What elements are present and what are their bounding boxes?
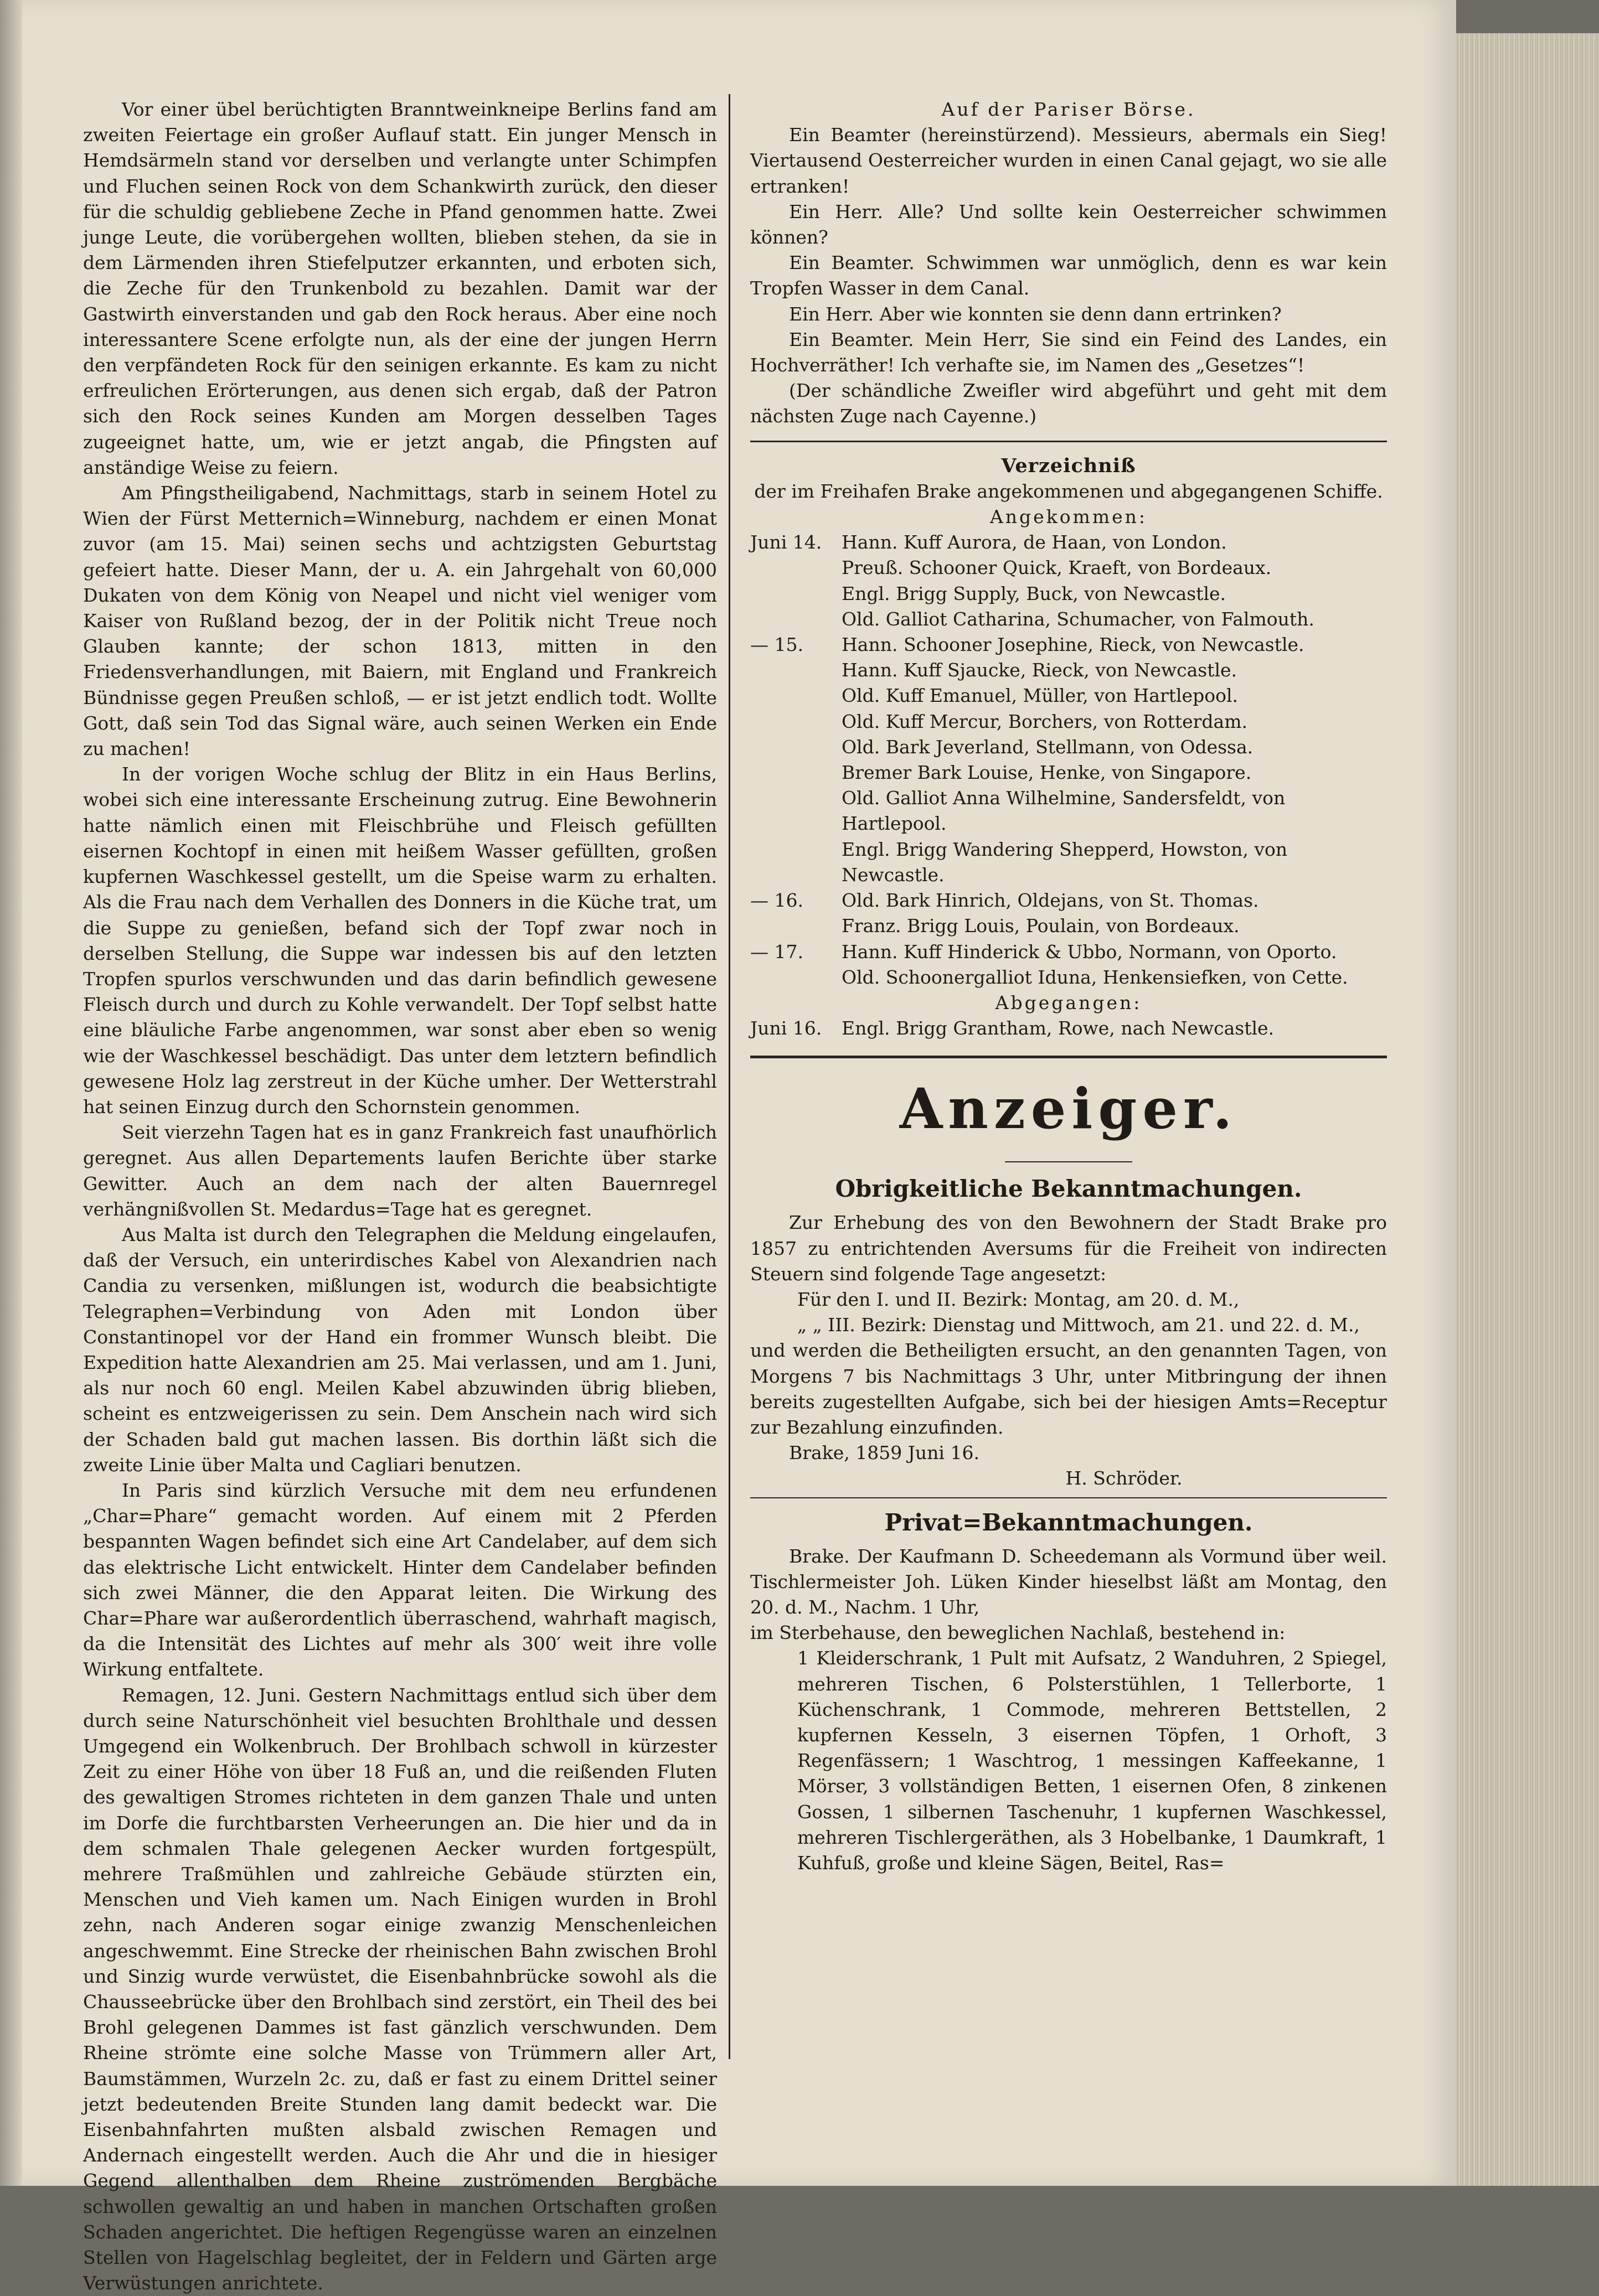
- angekommen-label: Angekommen:: [989, 506, 1148, 528]
- ship-date: [750, 760, 842, 785]
- ship-text: Engl. Brigg Supply, Buck, von Newcastle.: [842, 582, 1226, 604]
- obrig-line: „ „ III. Bezirk: Dienstag und Mittwoch, am 21. und 22. d. M.,: [797, 1314, 1360, 1336]
- privat-line: im Sterbehause, den beweglichen Nachlaß, bestehend in:: [750, 1622, 1286, 1644]
- section-rule: [750, 1497, 1387, 1498]
- privat-title: Privat=Bekanntmachungen.: [884, 1508, 1253, 1536]
- ship-entry: [750, 837, 1387, 888]
- ship-entry: [750, 939, 1387, 965]
- ship-entry: [750, 888, 1387, 913]
- news-metternich: Am Pfingstheiligabend, Nachmittags, starb in seinem Hotel zu Wien der Fürst Metternich=Winneburg, nachdem er einen Monat zuvor (am 15. Mai) seinen sechs und achtzigsten Geburtstag gefeiert hatte. Dieser Mann, der u. A. ein Jahrgehalt von 60,000 Dukaten von dem König von Neapel und nicht viel weniger vom Kaiser von Rußland bezog, der in der Politik nicht Treue noch Glauben kannte; der schon 1813, mitten in den Friedensverhandlungen, mit Baiern, mit England und Frankreich Bündnisse gegen Preußen schloß, — er ist jetzt endlich todt. Wollte Gott, daß sein Tod das Signal wäre, auch seinen Werken ein Ende zu machen!: [83, 482, 717, 760]
- ship-text: Bremer Bark Louise, Henke, von Singapore.: [842, 762, 1252, 784]
- ship-date: Juni 14.: [750, 531, 822, 554]
- ship-entry: [750, 913, 1387, 939]
- borse-line: Ein Beamter (hereinstürzend). Messieurs, abermals ein Sieg! Viertausend Oesterreicher wurden in einen Canal gejagt, wo sie alle ertranken!: [750, 124, 1387, 197]
- ship-text: Engl. Brigg Grantham, Rowe, nach Newcastle.: [842, 1017, 1275, 1040]
- ship-date: [750, 607, 842, 632]
- ship-entry: [750, 735, 1387, 760]
- left-column: [83, 97, 717, 2296]
- borse-line: Ein Beamter. Schwimmen war unmöglich, denn es war kein Tropfen Wasser in dem Canal.: [750, 252, 1387, 299]
- news-berlin-tavern: Vor einer übel berüchtigten Branntweinkneipe Berlins fand am zweiten Feiertage ein großer Auflauf statt. Ein junger Mensch in Hemdsärmeln stand vor derselben und verlangte unter Schimpfen und Fluchen seinen Rock von dem Schankwirth zurück, den dieser für die schuldig gebliebene Zeche in Pfand genommen hatte. Zwei junge Leute, die vorübergehen wollten, blieben stehen, da sie in dem Lärmenden ihren Stiefelputzer erkannten, und erboten sich, die Zeche für den Trunkenbold zu bezahlen. Damit war der Gastwirth einverstanden und gab den Rock heraus. Aber eine noch interessantere Scene erfolgte nun, als der eine der jungen Herrn den verpfändeten Rock für den seinigen erkannte. Es kam zu nicht erfreulichen Erörterungen, aus denen sich ergab, daß der Patron sich den Rock seines Kunden am Morgen desselben Tages zugeeignet hatte, um, wie er jetzt angab, die Pfingsten auf anständige Weise zu feiern.: [83, 99, 717, 478]
- obrig-signature: H. Schröder.: [1065, 1467, 1183, 1490]
- ship-date: [750, 683, 842, 709]
- ship-date: [750, 913, 842, 939]
- ship-text: Old. Bark Hinrich, Oldejans, von St. Thomas.: [842, 890, 1259, 912]
- ship-text: Old. Galliot Anna Wilhelmine, Sandersfeldt, von Hartlepool.: [842, 787, 1286, 835]
- news-paris-charphare: In Paris sind kürzlich Versuche mit dem neu erfundenen „Char=Phare“ gemacht worden. Auf einem mit 2 Pferden bespannten Wagen befindet sich eine Art Candelaber, auf dem sich das elektrische Licht entwickelt. Hinter dem Candelaber befinden sich zwei Männer, die den Apparat leiten. Die Wirkung des Char=Phare war außerordentlich überraschend, wahrhaft magisch, da die Intensität des Lichtes auf mehr als 300′ weit ihre volle Wirkung entfaltete.: [83, 1479, 717, 1680]
- borse-line: (Der schändliche Zweifler wird abgeführt und geht mit dem nächsten Zuge nach Cayenne.): [750, 380, 1387, 427]
- obrigkeitliche-title: Obrigkeitliche Bekanntmachungen.: [835, 1175, 1302, 1203]
- borse-line: Ein Herr. Alle? Und sollte kein Oesterreicher schwimmen können?: [750, 200, 1387, 249]
- ship-date: [750, 709, 842, 735]
- ship-entry: [750, 683, 1387, 709]
- borse-title: Auf der Pariser Börse.: [941, 99, 1196, 120]
- right-column: [750, 97, 1387, 1876]
- ship-text: Hann. Kuff Hinderick & Ubbo, Normann, von Oporto.: [842, 940, 1337, 963]
- ship-text: Old. Galliot Catharina, Schumacher, von Falmouth.: [842, 608, 1314, 630]
- ship-entry: [750, 530, 1387, 555]
- privat-intro: Brake. Der Kaufmann D. Scheedemann als Vormund über weil. Tischlermeister Joh. Lüken Kinder hieselbst läßt am Montag, den 20. d. M., Nachm. 1 Uhr,: [750, 1545, 1387, 1618]
- ship-text: Hann. Kuff Sjaucke, Rieck, von Newcastle.: [842, 659, 1237, 681]
- news-malta-cable: Aus Malta ist durch den Telegraphen die Meldung eingelaufen, daß der Versuch, ein unterirdisches Kabel von Alexandrien nach Candia zu versenken, mißlungen ist, wodurch die beabsichtigte Telegraphen=Verbindung von Aden mit London über Constantinopel vor der Hand ein frommer Wunsch bleibt. Die Expedition hatte Alexandrien am 25. Mai verlassen, und am 1. Juni, als nur noch 60 engl. Meilen Kabel abzuwinden übrig blieben, scheint es entzweigerissen zu sein. Dem Anschein nach wird sich der Schaden bald gut machen lassen. Bis dorthin läßt sich die zweite Linie über Malta und Cagliari benutzen.: [83, 1223, 717, 1476]
- departed-entry: [750, 1016, 1387, 1041]
- ship-list: [750, 530, 1387, 990]
- ship-date: [750, 785, 842, 836]
- news-remagen-flood: Remagen, 12. Juni. Gestern Nachmittags entlud sich über dem durch seine Naturschönheit viel besuchten Brohlthale und dessen Umgegend ein Wolkenbruch. Der Brohlbach schwoll in kürzester Zeit zu einer Höhe von über 18 Fuß an, und die reißenden Fluten des gewaltigen Stromes richteten in dem ganzen Thale und unten im Dorfe die furchtbarsten Verheerungen an. Die hier und da in dem schmalen Thale gelegenen Aecker wurden fortgespült, mehrere Traßmühlen und zahlreiche Gebäude stürzten ein, Menschen und Vieh kamen um. Nach Einigen wurden in Brohl zehn, nach Anderen sogar einige zwanzig Menschenleichen angeschwemmt. Eine Strecke der rheinischen Bahn zwischen Brohl und Sinzig wurde verwüstet, die Eisenbahnbrücke sowohl als die Chausseebrücke über den Brohlbach sind zerstört, ein Theil des bei Brohl gelegenen Dammes ist fast gänzlich verschwunden. Dem Rheine strömte eine solche Masse von Trümmern aller Art, Baumstämmen, Wurzeln 2c. zu, daß er fast zu einem Drittel seiner jetzt bedeutenden Breite Stunden lang damit bedeckt war. Die Eisenbahnfahrten mußten alsbald zwischen Remagen und Andernach eingestellt werden. Auch die Ahr und die in hiesiger Gegend allenthalben dem Rheine zuströmenden Bergbäche schwollen gewaltig an und haben in manchen Ortschaften großen Schaden angerichtet. Die heftigen Regengüsse waren an einzelnen Stellen von Hagelschlag begleitet, der in Feldern und Gärten arge Verwüstungen anrichtete.: [83, 1684, 717, 2294]
- privat-list: 1 Kleiderschrank, 1 Pult mit Aufsatz, 2 Wanduhren, 2 Spiegel, mehreren Tischen, 6 Polsterstühlen, 1 Tellerborte, 1 Küchenschrank, 1 Commode, mehreren Bettstellen, 2 kupfernen Kesseln, 3 eisernen Töpfen, 1 Orhoft, 3 Regenfässern; 1 Waschtrog, 1 messingen Kaffeekanne, 1 Mörser, 3 vollständigen Betten, 1 eisernen Ofen, 8 zinkenen Gossen, 1 silbernen Taschenuhr, 1 kupfernen Waschkessel, mehreren Tischlergeräthen, als 3 Hobelbanke, 1 Daumkraft, 1 Kuhfuß, große und kleine Sägen, Beitel, Ras=: [797, 1647, 1387, 1874]
- ship-date: — 16.: [750, 890, 803, 912]
- ship-entry: [750, 965, 1387, 990]
- ship-date: [750, 837, 842, 888]
- ship-date: [750, 735, 842, 760]
- ship-date: [750, 965, 842, 990]
- borse-line: Ein Beamter. Mein Herr, Sie sind ein Feind des Landes, ein Hochverräther! Ich verhafte sie, im Namen des „Gesetzes“!: [750, 328, 1387, 376]
- borse-line: Ein Herr. Aber wie konnten sie denn dann ertrinken?: [789, 303, 1282, 325]
- ship-text: Hann. Kuff Aurora, de Haan, von London.: [842, 531, 1227, 554]
- ship-date: [750, 658, 842, 683]
- ship-entry: [750, 709, 1387, 735]
- news-france-rain: Seit vierzehn Tagen hat es in ganz Frankreich fast unaufhörlich geregnet. Aus allen Departements laufen Berichte über starke Gewitter. Auch an dem nach der alten Bauernregel verhängnißvollen St. Medardus=Tage hat es geregnet.: [83, 1121, 717, 1220]
- ship-text: Preuß. Schooner Quick, Kraeft, von Bordeaux.: [842, 557, 1272, 579]
- news-lightning: In der vorigen Woche schlug der Blitz in ein Haus Berlins, wobei sich eine interessante Erscheinung zutrug. Eine Bewohnerin hatte nämlich einen mit Fleischbrühe und Fleisch gefüllten eisernen Kochtopf in einen mit heißem Wasser gefüllten, großen kupfernen Waschkessel gestellt, um die Speise warm zu erhalten. Als die Frau nach dem Verhallen des Donners in die Küche trat, um die Suppe zu genießen, befand sich der Topf zwar noch in derselben Stellung, die Suppe war indessen bis auf den letzten Tropfen spurlos verschwunden und das darin befindlich gewesene Fleisch durch und durch zu Kohle verwandelt. Der Topf selbst hatte eine bläuliche Farbe angenommen, war sonst aber eben so wenig wie der Waschkessel beschädigt. Das unter dem letztern befindlich gewesene Holz lag zerstreut in der Küche umher. Der Wetterstrahl hat seinen Einzug durch den Schornstein genommen.: [83, 763, 717, 1118]
- ship-entry: [750, 632, 1387, 658]
- column-divider: [729, 94, 730, 2059]
- ship-entry: [750, 607, 1387, 632]
- ship-entry: [750, 760, 1387, 785]
- obrig-text: Zur Erhebung des von den Bewohnern der Stadt Brake pro 1857 zu entrichtenden Aversums für die Freiheit von indirecten Steuern sind folgende Tage angesetzt:: [750, 1212, 1387, 1285]
- verzeichniss-title: Verzeichniß: [1001, 454, 1136, 477]
- obrig-text-2: und werden die Betheiligten ersucht, an den genannten Tagen, von Morgens 7 bis Nachmittags 3 Uhr, unter Mitbringung der ihnen bereits zugestellten Aufgabe, sich bei der hiesigen Amts=Receptur zur Bezahlung einzufinden.: [750, 1340, 1387, 1438]
- abgegangen-label: Abgegangen:: [995, 991, 1142, 1013]
- ship-text: Hann. Schooner Josephine, Rieck, von Newcastle.: [842, 634, 1304, 656]
- ship-date: [750, 555, 842, 581]
- ship-date: — 17.: [750, 940, 803, 963]
- ship-entry: [750, 581, 1387, 607]
- ship-text: Old. Kuff Emanuel, Müller, von Hartlepool.: [842, 685, 1238, 707]
- ship-text: Old. Kuff Mercur, Borchers, von Rotterdam.: [842, 710, 1248, 732]
- ship-date: [750, 581, 842, 607]
- obrig-date: Brake, 1859 Juni 16.: [789, 1442, 979, 1464]
- ship-date: — 15.: [750, 634, 803, 656]
- obrig-line: Für den I. und II. Bezirk: Montag, am 20. d. M.,: [797, 1288, 1240, 1310]
- binding-fold: [0, 0, 22, 2186]
- anzeiger-title: Anzeiger.: [899, 1076, 1238, 1142]
- ship-entry: [750, 555, 1387, 581]
- short-rule: [1005, 1161, 1132, 1162]
- ship-date: Juni 16.: [750, 1017, 822, 1040]
- section-rule-thick: [750, 1056, 1387, 1058]
- ship-text: Engl. Brigg Wandering Shepperd, Howston, von Newcastle.: [842, 838, 1288, 886]
- ship-text: Franz. Brigg Louis, Poulain, von Bordeaux.: [842, 915, 1240, 937]
- ship-entry: [750, 785, 1387, 836]
- verzeichniss-subtitle: der im Freihafen Brake angekommenen und abgegangenen Schiffe.: [754, 480, 1383, 502]
- section-rule: [750, 441, 1387, 442]
- book-page-edge: [1456, 33, 1599, 2186]
- ship-entry: [750, 658, 1387, 683]
- ship-text: Old. Bark Jeverland, Stellmann, von Odessa.: [842, 736, 1254, 758]
- ship-text: Old. Schoonergalliot Iduna, Henkensiefken, von Cette.: [842, 966, 1348, 988]
